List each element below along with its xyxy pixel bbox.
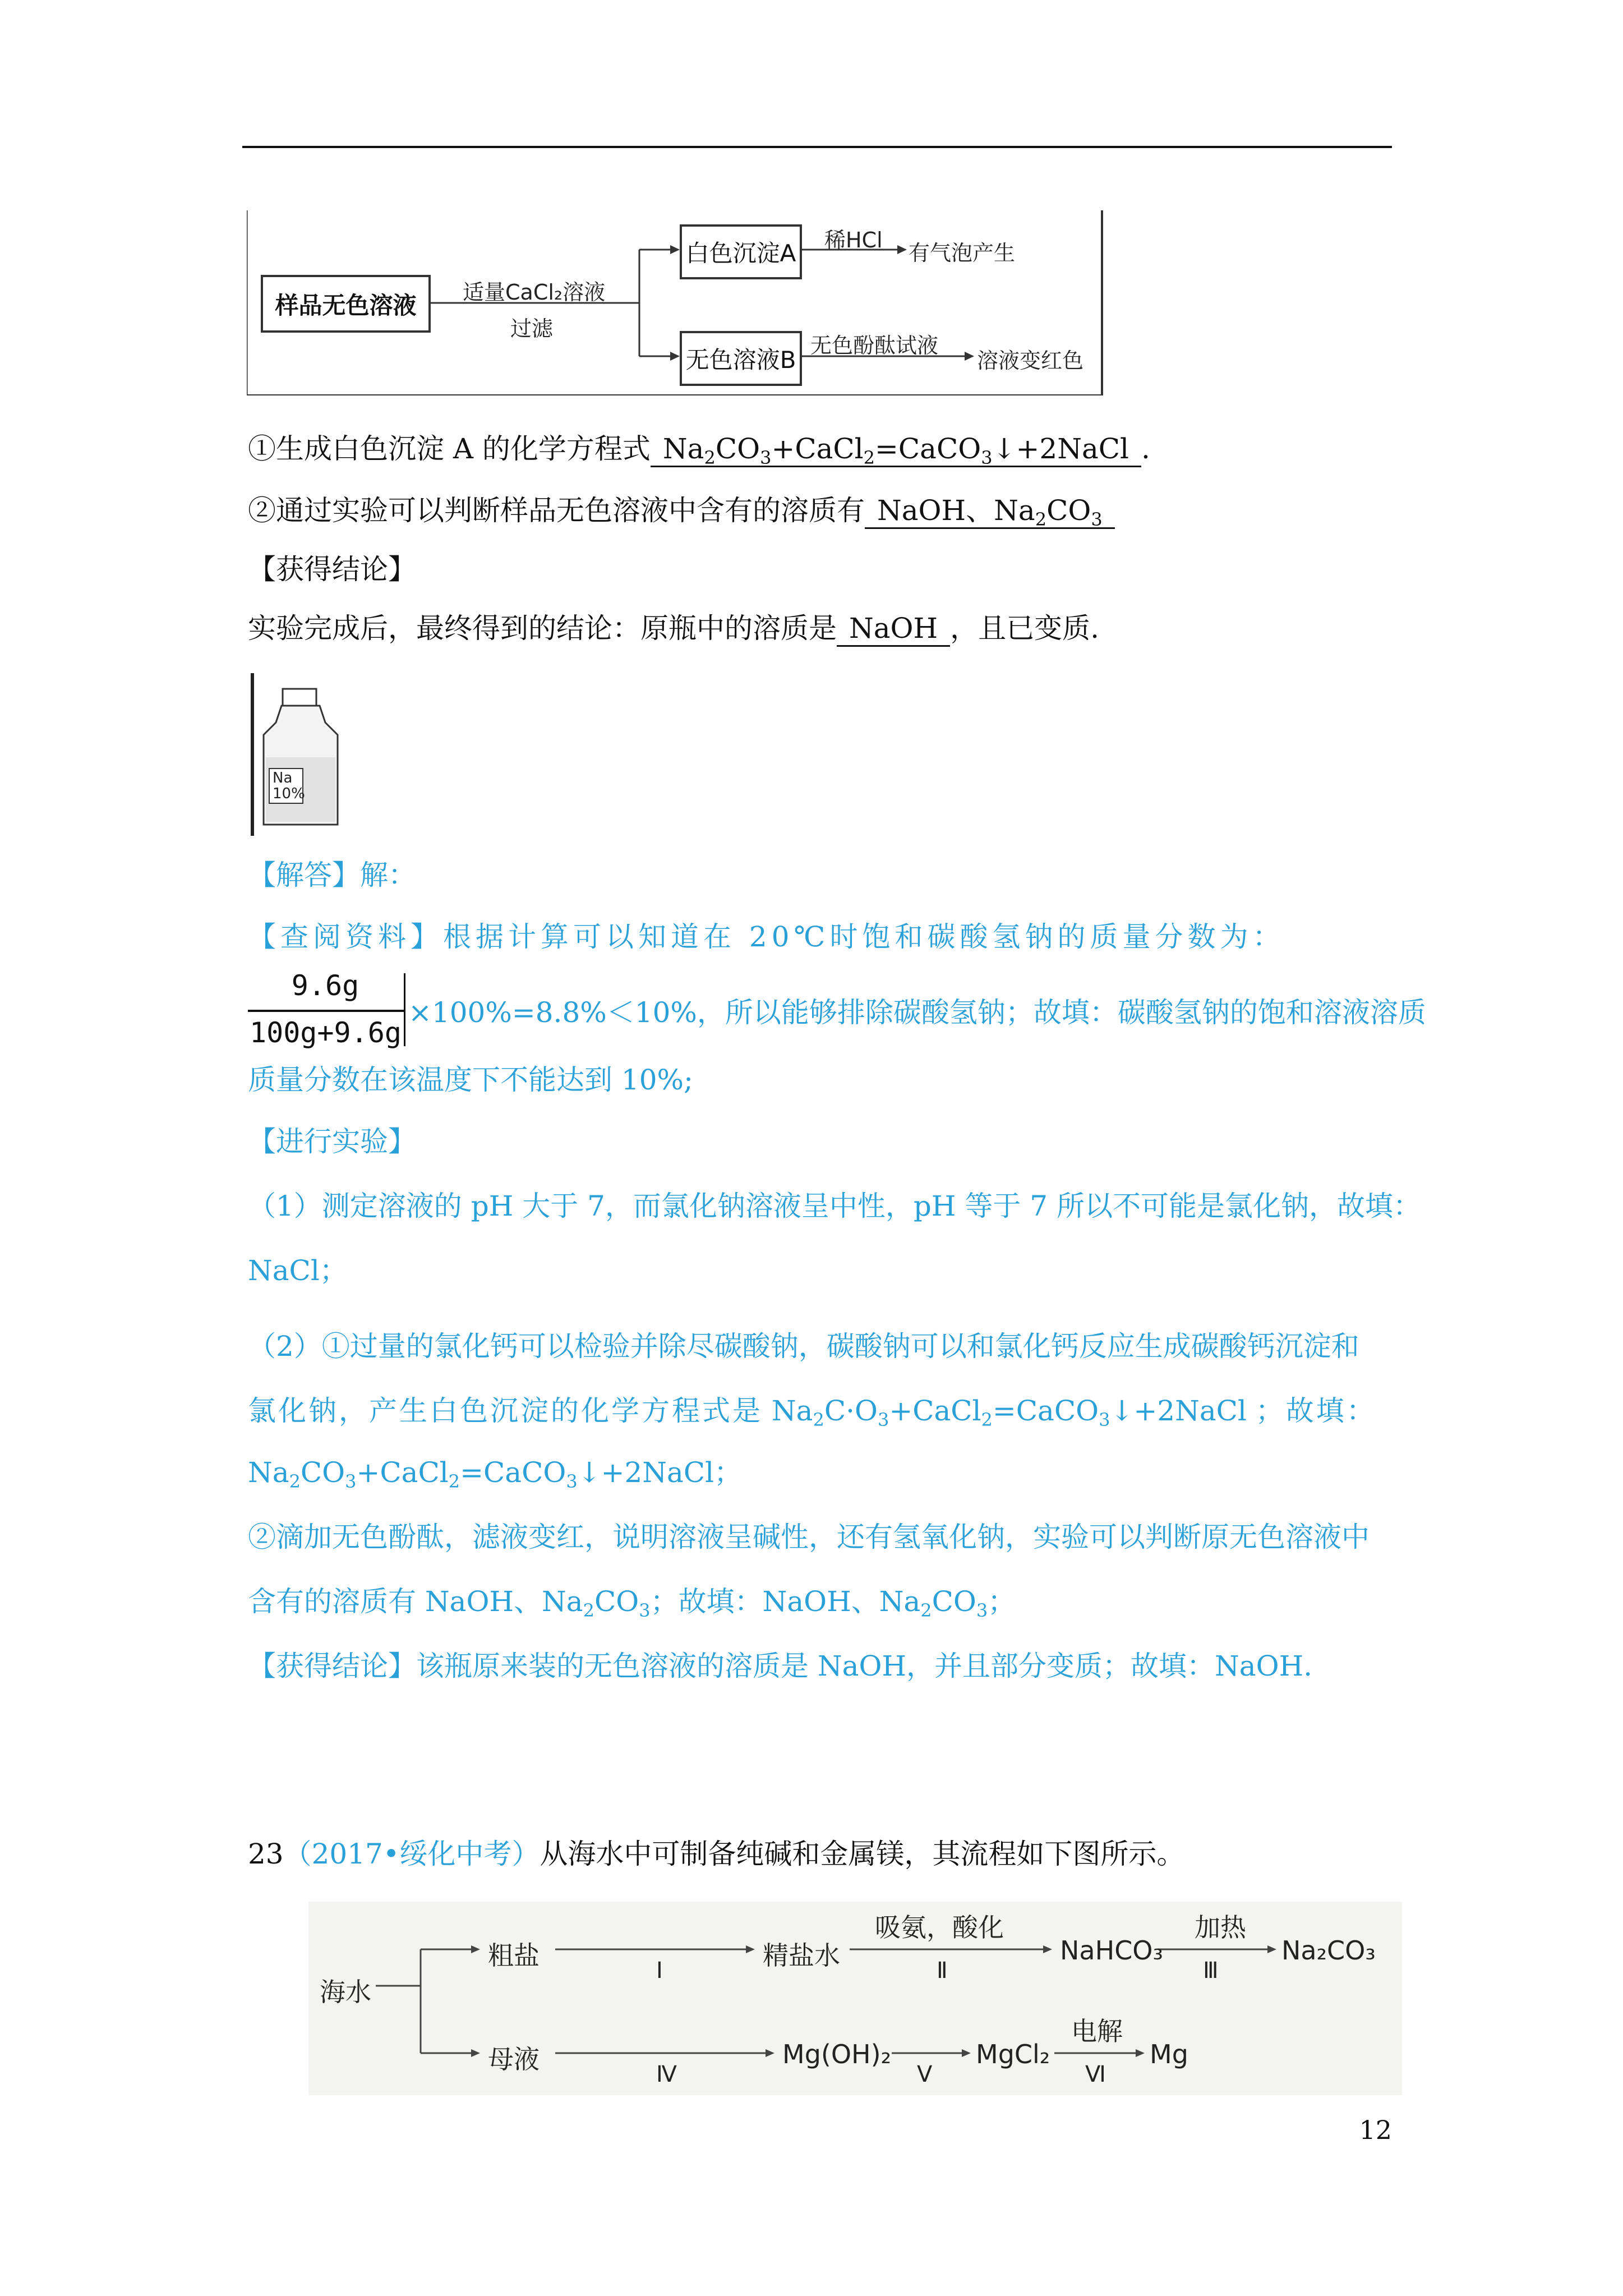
experiment-2b-text: 含有的溶质有 NaOH、Na — [248, 1585, 583, 1618]
question-2-line — [248, 494, 1115, 529]
acid-label: 稀HCl — [824, 228, 883, 252]
filter-label: 过滤 — [510, 316, 554, 341]
experiment-2-suffix: ；故填： — [1255, 1395, 1377, 1427]
experiment-1-line: （1）测定溶液的 pH 大于 7，而氯化钠溶液呈中性，pH 等于 7 所以不可能是氯化钠，故填： — [248, 1190, 1422, 1222]
bottle-label-top: Na — [273, 770, 293, 786]
sample-box: 样品无色溶液 — [261, 275, 431, 333]
question-23-number: 23 — [248, 1838, 284, 1870]
bottle-label-bottom: 10% — [273, 785, 305, 802]
na2co3-label: Na₂CO₃ — [1281, 1935, 1376, 1966]
experiment-2b-end: ； — [988, 1585, 1016, 1618]
bittern-label: 母液 — [488, 2044, 540, 2074]
electrolysis-label: 电解 — [1071, 2016, 1123, 2046]
page-number: 12 — [1359, 2115, 1392, 2145]
lookup-line-2: ×100%=8.8%＜10%，所以能够排除碳酸氢钠；故填：碳酸氢钠的饱和溶液溶质 — [408, 996, 1426, 1029]
fraction-bar — [248, 1010, 405, 1012]
lookup-text: 根据计算可以知道在 20℃时饱和碳酸氢钠的质量分数为： — [443, 921, 1285, 953]
question-23-line — [248, 1837, 1184, 1871]
red-label: 溶液变红色 — [977, 348, 1084, 373]
question-1-answer: $Na_2CO_3+CaCl_2=CaCO_3↓+2NaCl$ — [651, 432, 1141, 467]
reagent-label: 适量CaCl₂溶液 — [463, 280, 606, 305]
experiment-2b-mid: ；故填：NaOH、Na — [650, 1585, 921, 1618]
solution-heading: 【解答】解： — [248, 859, 416, 891]
step-3-label: Ⅲ — [1203, 1958, 1219, 1984]
experiment-heading: 【进行实验】 — [248, 1125, 416, 1158]
fraction-denominator: 100g+9.6g — [250, 1016, 402, 1049]
experiment-2b-line: ②滴加无色酚酞，滤液变红，说明溶液呈碱性，还有氢氧化钠，实验可以判断原无色溶液中 — [248, 1521, 1370, 1553]
conclusion-text: 实验完成后，最终得到的结论：原瓶中的溶质是 — [248, 612, 837, 645]
final-conclusion-line — [248, 1649, 1312, 1683]
seawater-flow-diagram — [308, 1902, 1402, 2095]
mgoh2-label: Mg(OH)₂ — [782, 2039, 892, 2069]
question-23-text: 从海水中可制备纯碱和金属镁，其流程如下图所示。 — [540, 1838, 1185, 1870]
experiment-2-answer: $Na_2CO_3+CaCl_2=CaCO_3↓+2NaCl$； — [248, 1456, 743, 1492]
nahco3-label: NaHCO₃ — [1060, 1935, 1163, 1966]
question-1-text: ①生成白色沉淀 A 的化学方程式 — [248, 432, 651, 465]
lookup-line — [248, 920, 1285, 954]
experiment-2b-answer: 含有的溶质有 NaOH、$Na_2CO_3$；故填：NaOH、$Na_2CO_3$； — [248, 1585, 1016, 1621]
absorb-label: 吸氨，酸化 — [875, 1912, 1004, 1943]
conclusion-suffix: ，且已变质. — [950, 612, 1100, 645]
question-1-suffix: . — [1141, 432, 1150, 465]
conclusion-line — [248, 611, 1099, 647]
precipitate-box: 白色沉淀A — [680, 224, 802, 279]
conclusion-heading: 【获得结论】 — [248, 553, 416, 586]
question-1-line — [248, 432, 1150, 467]
solution-b-box: 无色溶液B — [680, 331, 802, 386]
fraction-numerator: 9.6g — [291, 969, 359, 1002]
step-1-label: Ⅰ — [656, 1958, 663, 1984]
header-rule — [242, 146, 1392, 148]
seawater-label: 海水 — [320, 1977, 371, 2007]
experiment-2-equation-line — [248, 1394, 1377, 1428]
reagent-bottle-image — [248, 673, 352, 836]
mgcl2-label: MgCl₂ — [976, 2039, 1050, 2069]
brine-label: 精盐水 — [763, 1940, 840, 1971]
experiment-flow-diagram — [247, 210, 1105, 395]
question-23-source: （2017•绥化中考） — [283, 1838, 540, 1870]
bottle-icon — [248, 673, 352, 836]
step-2-label: Ⅱ — [937, 1958, 948, 1984]
step-5-label: Ⅴ — [917, 2062, 933, 2087]
final-text: 该瓶原来装的无色溶液的溶质是 NaOH，并且部分变质；故填：NaOH. — [416, 1650, 1313, 1682]
conclusion-answer: NaOH — [837, 611, 950, 647]
step-6-label: Ⅵ — [1085, 2062, 1106, 2087]
fraction-right-border — [404, 973, 405, 1046]
heat-label: 加热 — [1195, 1912, 1246, 1943]
bubbles-label: 有气泡产生 — [909, 241, 1016, 265]
lookup-line-3: 质量分数在该温度下不能达到 10%; — [248, 1064, 693, 1096]
question-2-answer: NaOH、$Na_2CO_3$ — [865, 494, 1115, 529]
experiment-1-answer: NaCl； — [248, 1254, 348, 1287]
experiment-2-equation: $Na_2C\cdot O_3+CaCl_2=CaCO_3↓+2NaCl$ — [763, 1395, 1256, 1430]
final-heading: 【获得结论】 — [248, 1650, 416, 1682]
indicator-label: 无色酚酞试液 — [810, 333, 939, 358]
crude-salt-label: 粗盐 — [488, 1940, 540, 1971]
question-2-text: ②通过实验可以判断样品无色溶液中含有的溶质有 — [248, 494, 865, 527]
experiment-2-line: （2）①过量的氯化钙可以检验并除尽碳酸钠，碳酸钠可以和氯化钙反应生成碳酸钙沉淀和 — [248, 1330, 1359, 1363]
experiment-2-text: 氯化钠，产生白色沉淀的化学方程式是 — [248, 1395, 763, 1427]
step-4-label: Ⅳ — [656, 2062, 677, 2087]
mg-label: Mg — [1150, 2039, 1188, 2069]
lookup-heading: 【查阅资料】 — [248, 921, 443, 953]
